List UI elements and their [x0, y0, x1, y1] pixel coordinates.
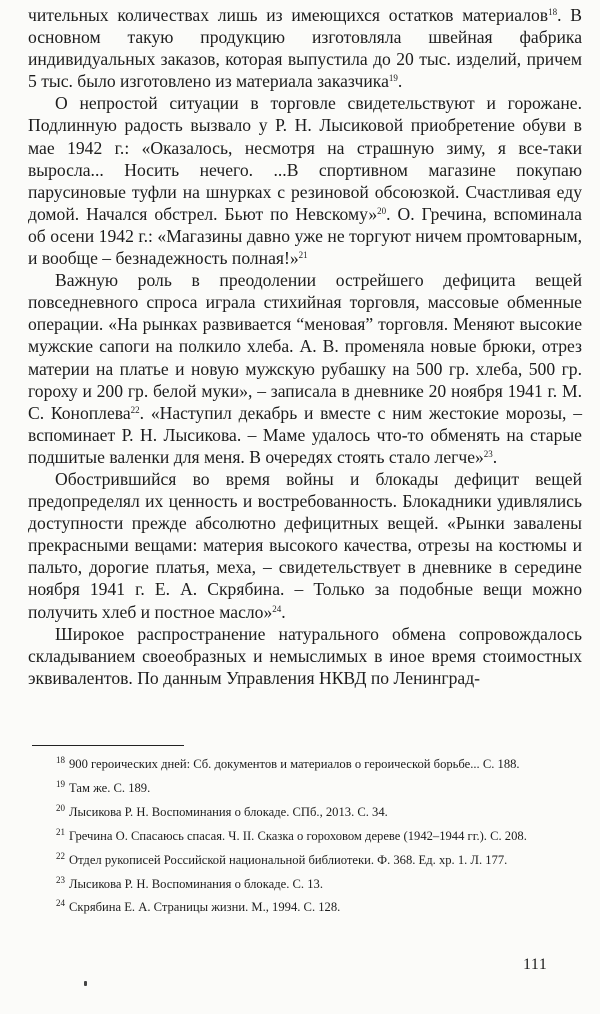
footnote	[28, 823, 582, 847]
footnote	[28, 751, 582, 775]
footnote-number: 24	[56, 898, 65, 909]
body-text	[28, 4, 582, 689]
footnote-ref[interactable]: 21	[298, 250, 308, 261]
footnote-ref[interactable]: 19	[388, 73, 398, 84]
scan-speck	[84, 981, 87, 986]
paragraph	[28, 92, 582, 269]
footnote-ref[interactable]: 23	[483, 448, 493, 459]
footnote-number: 21	[56, 826, 65, 837]
paragraph	[28, 623, 582, 689]
paragraph-text: . О. Гречина, вспоминала об осени 1942 г.: «Магазины давно уже не торгуют ничем промтоварным, и вообще – безнадежность полная!»	[28, 203, 582, 269]
paragraph-text: . В основном такую продукцию изготовляла швейная фабрика индивидуальных заказов, которая выпустила до 20 тыс. изделий, причем 5 тыс. было изготовлено из материала заказчика	[28, 5, 582, 92]
footnote-text: Скрябина Е. А. Страницы жизни. М., 1994. С. 128.	[69, 900, 341, 915]
footnote-separator	[32, 745, 184, 746]
footnote	[28, 847, 582, 871]
paragraph-text: О непростой ситуации в торговле свидетельствуют и горожане. Подлинную радость вызвало у Р. Н. Лысиковой приобретение обуви в мае 1942 г.: «Оказалось, несмотря на страшную зиму, я все-таки выросла... Носить нечего. ...В спортивном магазине покупаю парусиновые туфли на шнурках с резиновой обсоюзкой. Счастливая еду домой. Начался обстрел. Бьют по Невскому»	[28, 93, 582, 224]
footnote-ref[interactable]: 20	[377, 205, 387, 216]
footnotes	[28, 751, 582, 918]
footnote-ref[interactable]: 18	[548, 7, 558, 17]
paragraph-text: .	[397, 71, 403, 92]
footnote-ref[interactable]: 24	[272, 603, 282, 614]
footnote	[28, 775, 582, 799]
footnote-number: 18	[56, 755, 65, 765]
footnote-text: 900 героических дней: Сб. документов и материалов о героической борьбе... С. 188.	[69, 757, 520, 771]
paragraph-text: .	[281, 601, 286, 622]
paragraph	[28, 468, 582, 623]
paragraph-text: Важную роль в преодолении острейшего дефицита вещей повседневного спроса играла стихийная торговля, массовые обменные операции. «На рынках развивается “меновая” торговля. Меняют высокие мужские сапоги на полкило хлеба. А. В. променяла новые брюки, отрез материи на платье и новую мужскую рубашку на 500 гр. хлеба, 500 гр. гороху и 200 гр. белой муки», – записала в дневнике 20 ноября 1941 г. М. С. Коноплева	[28, 270, 582, 423]
footnote	[28, 799, 582, 823]
page-number: 111	[523, 956, 548, 973]
paragraph-text: . «Наступил декабрь и вместе с ним жестокие морозы, – вспоминает Р. Н. Лысикова. – Маме удалось что-то обменять на старые подшитые валенки для меня. В очередях стоять стало легче»	[28, 402, 582, 467]
footnote-number: 23	[56, 874, 65, 885]
paragraph-text: Обострившийся во время войны и блокады дефицит вещей предопределял их ценность и востребованность. Блокадники удивлялись доступности прежде абсолютно дефицитных вещей. «Рынки завалены прекрасными вещами: материя высокого качества, отрезы на костюмы и пальто, дорогие платья, меха, – свидетельствует в дневнике в середине ноября 1941 г. Е. А. Скрябина. – Только за подобные вещи можно получить хлеб и постное масло»	[28, 468, 582, 622]
footnote-text: Там же. С. 189.	[69, 780, 151, 795]
footnote-text: Отдел рукописей Российской национальной библиотеки. Ф. 368. Ед. хр. 1. Л. 177.	[69, 852, 508, 867]
footnote-text: Лысикова Р. Н. Воспоминания о блокаде. С. 13.	[69, 876, 323, 891]
paragraph	[28, 4, 582, 92]
footnote	[28, 894, 582, 918]
footnote-ref[interactable]: 22	[130, 404, 140, 415]
paragraph	[28, 269, 582, 468]
paragraph-text: .	[492, 446, 498, 467]
footnote-number: 19	[56, 778, 65, 789]
page	[28, 4, 582, 689]
footnote-text: Лысикова Р. Н. Воспоминания о блокаде. СПб., 2013. С. 34.	[69, 804, 388, 819]
footnote-number: 20	[56, 802, 65, 813]
footnote	[28, 871, 582, 895]
footnote-number: 22	[56, 850, 65, 861]
paragraph-text: Широкое распространение натурального обмена сопровождалось складыванием своеобразных и немыслимых в иное время стоимостных эквивалентов. По данным Управления НКВД по Ленинград-	[28, 623, 582, 688]
paragraph-text: чительных количествах лишь из имеющихся остатков материалов	[28, 5, 549, 25]
footnote-text: Гречина О. Спасаюсь спасая. Ч. II. Сказка о гороховом дереве (1942–1944 гг.). С. 208.	[69, 828, 527, 843]
